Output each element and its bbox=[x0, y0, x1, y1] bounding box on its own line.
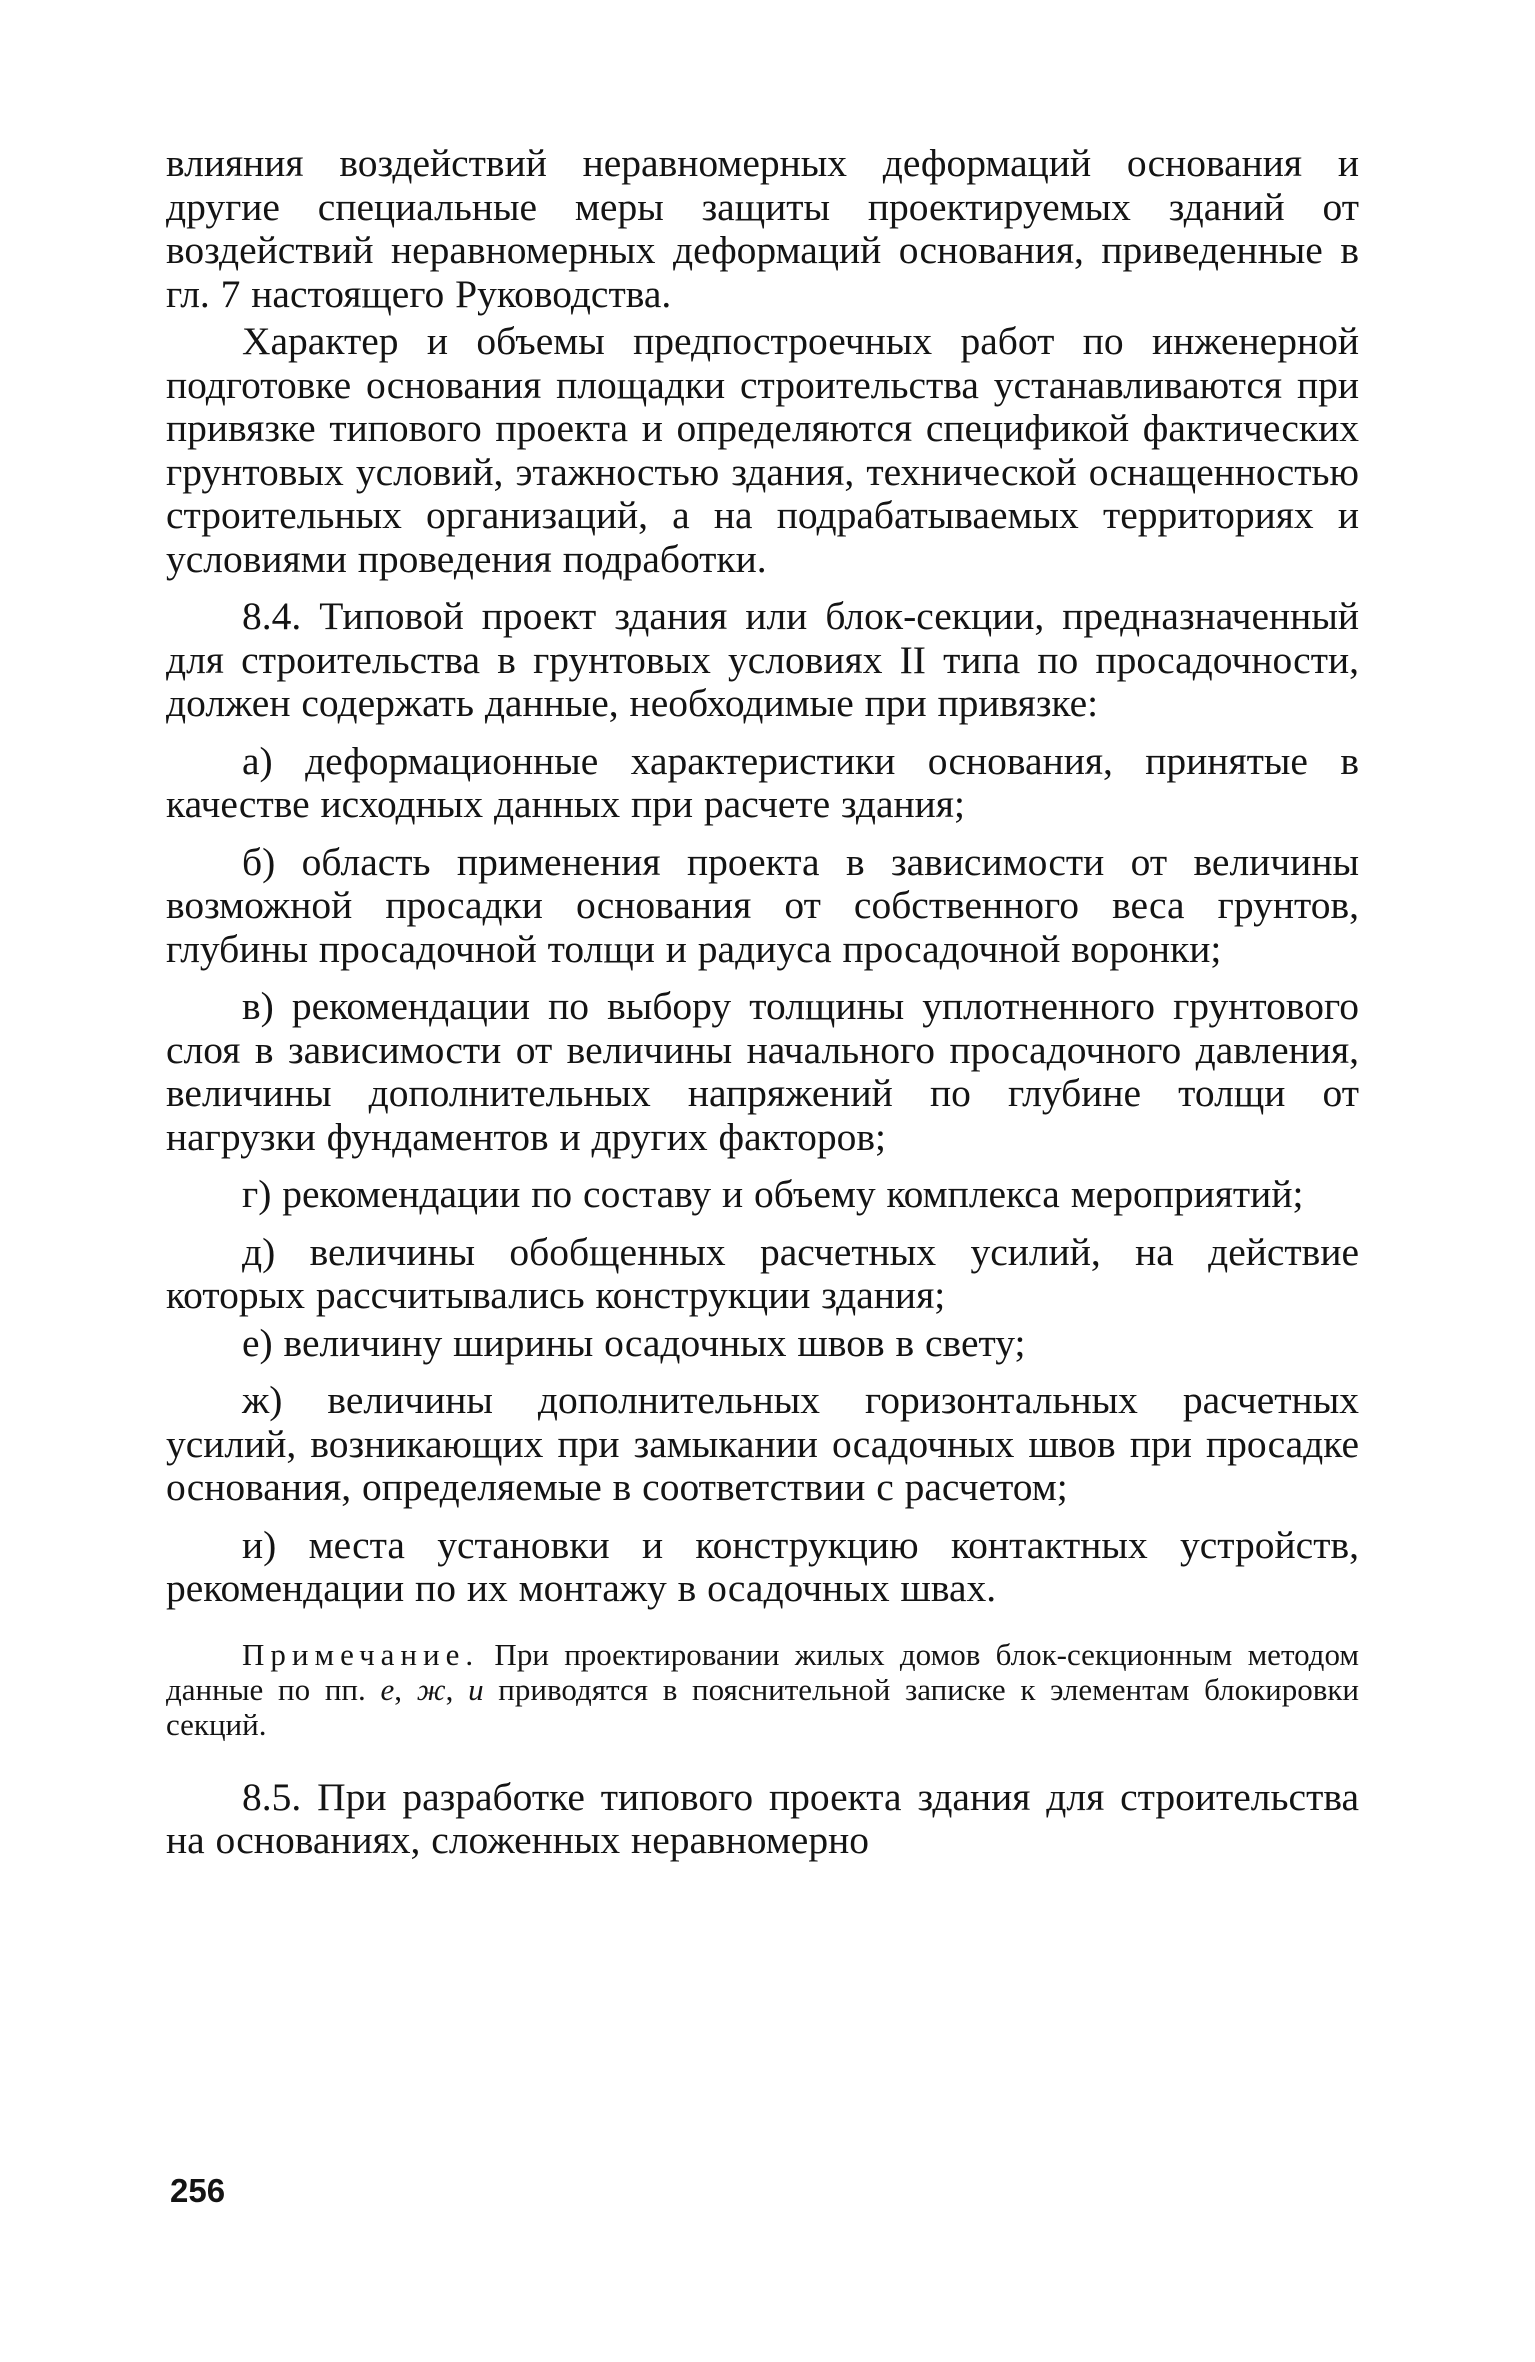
note-ref-i: и bbox=[468, 1671, 484, 1707]
list-item-i: и) места установки и конструкцию контактных устройств, рекомендации по их монтажу в осадочных швах. bbox=[166, 1522, 1359, 1610]
paragraph-8-4: 8.4. Типовой проект здания или блок-секции, предназначенный для строительства в грунтовых условиях II типа по просадочности, должен содержать данные, необходимые при привязке: bbox=[166, 594, 1359, 725]
note-label: Примечание. bbox=[242, 1636, 480, 1672]
list-item-zh: ж) величины дополнительных горизонтальных расчетных усилий, возникающих при замыкании осадочных швов при просадке основания, определяемые в соответствии с расчетом; bbox=[166, 1378, 1359, 1509]
footnote bbox=[166, 1637, 1359, 1742]
list-item-v: в) рекомендации по выбору толщины уплотненного грунтового слоя в зависимости от величины начального просадочного давления, величины дополнительных напряжений по глубине толщи от нагрузки фундаментов и других факторов; bbox=[166, 984, 1359, 1159]
list-item-b: б) область применения проекта в зависимости от величины возможной просадки основания от собственного веса грунтов, глубины просадочной толщи и радиуса просадочной воронки; bbox=[166, 839, 1359, 971]
note-ref-e: е bbox=[380, 1671, 395, 1707]
list-item-g: г) рекомендации по составу и объему комплекса мероприятий; bbox=[242, 1172, 1304, 1216]
paragraph-preconstruction-works: Характер и объемы предпостроечных работ по инженерной подготовке основания площадки строительства устанавливаются при привязке типового проекта и определяются спецификой фактических грунтовых условий, этажностью здания, технической оснащенностью строительных организаций, а на подрабатываемых территориях и условиями проведения подработки. bbox=[166, 319, 1359, 581]
note-separator: , bbox=[445, 1671, 469, 1707]
list-item-a: а) деформационные характеристики основания, принятые в качестве исходных данных при расчете здания; bbox=[166, 738, 1359, 826]
list-item-e: е) величину ширины осадочных швов в свету; bbox=[242, 1320, 1026, 1365]
note-text-part: При проектировании жилых домов блок-секционным методом данные по пп. bbox=[166, 1636, 1359, 1707]
note-separator: , bbox=[394, 1671, 417, 1707]
paragraph-8-5: 8.5. При разработке типового проекта здания для строительства на основаниях, сложенных неравномерно bbox=[166, 1774, 1359, 1862]
list-item-d: д) величины обобщенных расчетных усилий, на действие которых рассчитывались конструкции здания; bbox=[166, 1229, 1359, 1317]
page-number: 256 bbox=[170, 2172, 226, 2209]
note-ref-zh: ж bbox=[416, 1671, 446, 1707]
body-text bbox=[166, 142, 1359, 1863]
note-text-part: приводятся в пояснительной записке к элементам блокировки секций. bbox=[166, 1671, 1360, 1742]
paragraph-continuation: влияния воздействий неравномерных деформаций основания и другие специальные меры защиты проектируемых зданий от воздействий неравномерных деформаций основания, приведенные в гл. 7 настоящего Руководства. bbox=[166, 141, 1359, 316]
